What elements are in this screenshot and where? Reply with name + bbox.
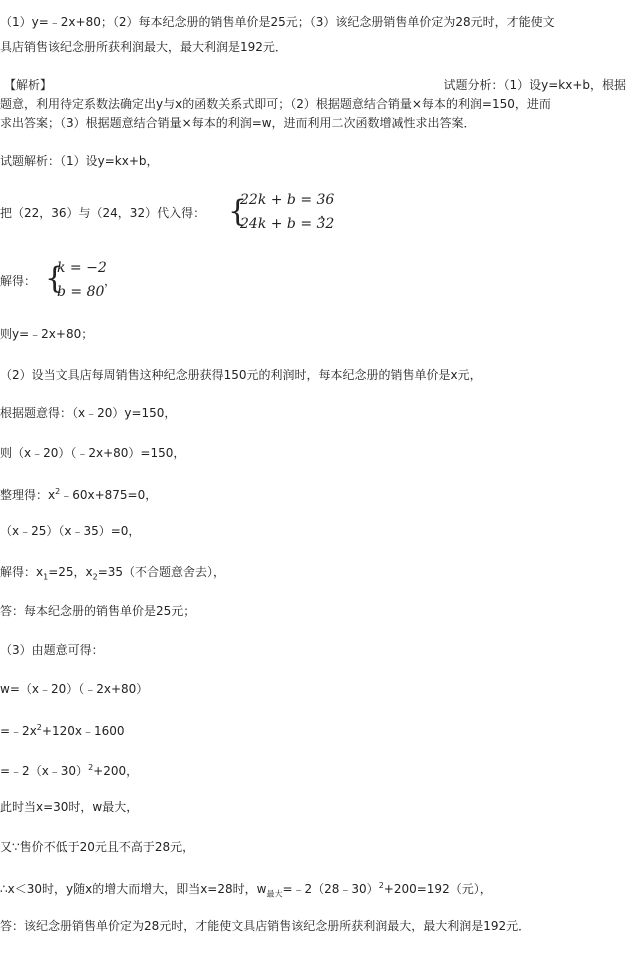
part3-step-b: $=﹣2x^2+120x﹣1600$ xyxy=(0,723,125,738)
part3-step-d: 此时当x=30时，w最大， xyxy=(0,800,139,814)
part2-intro: （2）设当文具店每周销售这种纪念册获得150元的利润时，每本纪念册的销售单价是x元， xyxy=(0,368,482,382)
part2-answer: 答：每本纪念册的销售单价是25元； xyxy=(0,604,196,618)
answer-line-2: 具店销售该纪念册所获利润最大，最大利润是192元． xyxy=(0,40,287,54)
system-brace: { xyxy=(228,194,248,229)
result-1: 则y=﹣2x+80； xyxy=(0,327,94,341)
part2-step-e: 解得：$x_1=25$，$x_2=35$（不合题意舍去）， xyxy=(0,565,226,582)
final-answer: 答：该纪念册销售单价定为28元时，才能使文具店销售该纪念册所获利润最大，最大利润是192元． xyxy=(0,919,531,933)
part3-intro: （3）由题意可得： xyxy=(0,643,104,657)
answer-line-1: （1）y=﹣2x+80；（2）每本纪念册的销售单价是25元；（3）该纪念册销售单价定为28元时，才能使文 xyxy=(0,15,555,29)
part2-step-c: 整理得：$x^2﹣60x+875=0$， xyxy=(0,487,158,502)
solve-text: 解得： xyxy=(0,274,37,288)
part3-step-a: w=（x﹣20）（﹣2x+80） xyxy=(0,682,149,696)
part3-step-e: 又∵售价不低于20元且不高于28元， xyxy=(0,840,195,854)
part2-step-b: 则（x﹣20）（﹣2x+80）=150， xyxy=(0,446,186,460)
part2-step-d: （x﹣25）（x﹣35）=0， xyxy=(0,524,141,538)
part2-step-a: 根据题意得：（x﹣20）y=150， xyxy=(0,406,177,420)
solve-brace: { xyxy=(45,261,65,296)
solve-equation-2: b = 80 xyxy=(57,284,105,300)
analysis-line-3: 求出答案；（3）根据题意结合销量×每本的利润=w，进而利用二次函数增减性求出答案． xyxy=(0,116,476,130)
part3-step-f: ∴x＜30时，y随x的增大而增大，即当x=28时，$w_{最大}=﹣2(28﹣30)^2+200=192$（元）， xyxy=(0,881,492,899)
analysis-label: 【解析】 xyxy=(4,78,53,92)
solve-equation-1: k = −2 xyxy=(57,260,107,276)
system-equation-2: 24k + b = 32 xyxy=(240,216,335,232)
solution-intro: 试题解析：（1）设y=kx+b， xyxy=(0,154,159,168)
analysis-intro-right: 试题分析：（1）设y=kx+b，根据 xyxy=(443,78,626,92)
part3-step-c: =﹣2（x﹣30）$^2$+200， xyxy=(0,763,139,778)
system-tail: ， xyxy=(320,206,333,220)
system-equation-1: 22k + b = 36 xyxy=(240,192,335,208)
substitute-text: 把（22，36）与（24，32）代入得： xyxy=(0,206,206,220)
solve-tail: ， xyxy=(104,274,117,288)
analysis-line-2: 题意，利用待定系数法确定出y与x的函数关系式即可；（2）根据题意结合销量×每本的利润=150，进而 xyxy=(0,97,551,111)
